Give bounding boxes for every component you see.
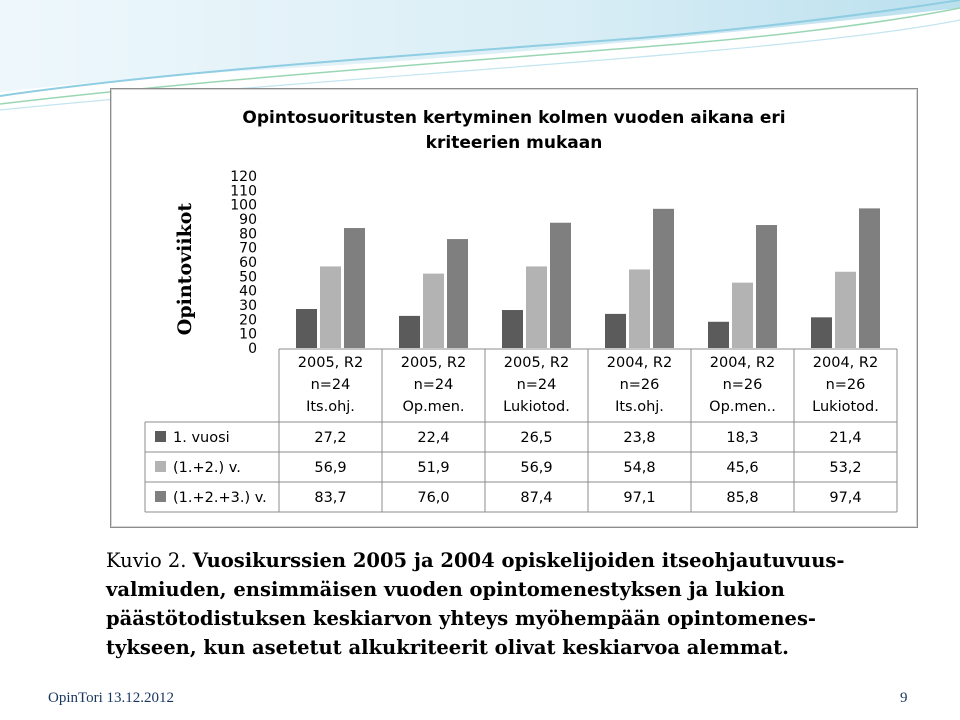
bar xyxy=(423,274,444,348)
data-label: 56,9 xyxy=(520,460,553,476)
y-tick-label: 100 xyxy=(230,197,257,214)
data-label: 51,9 xyxy=(417,460,450,476)
legend-swatch xyxy=(155,461,166,472)
y-tick-label: 50 xyxy=(239,269,257,286)
y-tick-label: 90 xyxy=(239,212,257,228)
bar-chart xyxy=(111,89,917,527)
bar xyxy=(550,223,571,348)
y-tick-label: 110 xyxy=(230,183,257,200)
chart-title xyxy=(242,108,785,153)
y-tick-label: 20 xyxy=(239,312,257,329)
legend-label: 1. vuosi xyxy=(173,430,230,446)
figure-caption xyxy=(106,546,866,662)
x-tick-label: Lukiotod. xyxy=(812,399,879,415)
bar xyxy=(502,310,523,348)
bar xyxy=(756,225,777,348)
caption-line-4: tykseen, kun asetetut alkukriteerit olivat keskiarvoa alemmat. xyxy=(106,636,789,659)
bar xyxy=(296,309,317,348)
x-tick-label: Lukiotod. xyxy=(503,399,570,415)
x-tick-label: 2005, R2 xyxy=(297,355,364,371)
chart-title-line: kriteerien mukaan xyxy=(425,133,603,153)
chart-panel xyxy=(110,88,918,528)
x-tick-label: 2004, R2 xyxy=(812,355,879,371)
data-label: 54,8 xyxy=(623,460,656,476)
caption-line-1-rest: Vuosikurssien 2005 ja 2004 opiskelijoiden itseohjautuvuus- xyxy=(192,549,845,572)
data-label: 21,4 xyxy=(829,430,862,446)
y-axis-ticks xyxy=(230,169,257,357)
legend-label: (1.+2.+3.) v. xyxy=(173,490,267,506)
x-tick-label: 2004, R2 xyxy=(709,355,776,371)
footer-date: OpinTori 13.12.2012 xyxy=(48,690,175,706)
legend-swatch xyxy=(155,431,166,442)
data-label: 23,8 xyxy=(623,430,656,446)
y-tick-label: 70 xyxy=(239,240,257,257)
x-tick-label: n=26 xyxy=(825,377,866,393)
bar xyxy=(859,208,880,348)
x-tick-label: Its.ohj. xyxy=(306,399,355,415)
x-tick-label: Op.men. xyxy=(402,399,465,415)
x-tick-label: 2005, R2 xyxy=(400,355,467,371)
bar xyxy=(732,283,753,348)
x-tick-label: Its.ohj. xyxy=(615,399,664,415)
data-label: 83,7 xyxy=(314,490,347,506)
legend-label: (1.+2.) v. xyxy=(173,460,241,476)
bar xyxy=(629,269,650,348)
bar xyxy=(653,209,674,348)
y-tick-label: 0 xyxy=(248,341,257,357)
y-tick-label: 10 xyxy=(239,326,257,343)
bar xyxy=(526,266,547,348)
bar xyxy=(320,266,341,348)
legend-swatch xyxy=(155,491,166,502)
y-axis-label xyxy=(174,203,196,336)
caption-line-1 xyxy=(106,546,866,575)
y-tick-label: 40 xyxy=(239,283,257,300)
x-tick-label: n=26 xyxy=(722,377,763,393)
x-tick-label: n=24 xyxy=(516,377,557,393)
bar xyxy=(811,317,832,348)
data-label: 53,2 xyxy=(829,460,862,476)
data-label: 27,2 xyxy=(314,430,347,446)
y-axis-title: Opintoviikot xyxy=(174,202,196,336)
data-label: 97,1 xyxy=(623,490,656,506)
y-tick-label: 60 xyxy=(239,255,257,271)
data-table xyxy=(145,349,897,512)
y-tick-label: 30 xyxy=(239,298,257,314)
bar xyxy=(344,228,365,348)
y-tick-label: 80 xyxy=(239,226,257,243)
data-label: 76,0 xyxy=(417,490,450,506)
data-label: 97,4 xyxy=(829,490,862,506)
data-label: 56,9 xyxy=(314,460,347,476)
x-tick-label: 2005, R2 xyxy=(503,355,570,371)
page-number: 9 xyxy=(900,690,908,706)
data-label: 26,5 xyxy=(520,430,553,446)
data-label: 18,3 xyxy=(726,430,759,446)
x-tick-label: n=24 xyxy=(310,377,351,393)
data-label: 87,4 xyxy=(520,490,553,506)
bar xyxy=(447,239,468,348)
chart-title-line: Opintosuoritusten kertyminen kolmen vuoden aikana eri xyxy=(242,108,786,128)
x-tick-label: 2004, R2 xyxy=(606,355,673,371)
x-tick-label: Op.men.. xyxy=(709,399,776,415)
data-label: 45,6 xyxy=(726,460,759,476)
caption-line-2: valmiuden, ensimmäisen vuoden opintomenestyksen ja lukion xyxy=(106,578,785,601)
data-label: 85,8 xyxy=(726,490,759,506)
caption-lead: Kuvio 2. xyxy=(106,549,193,572)
data-label: 22,4 xyxy=(417,430,450,446)
y-tick-label: 120 xyxy=(230,169,257,185)
x-tick-label: n=24 xyxy=(413,377,454,393)
bar xyxy=(399,316,420,348)
bar xyxy=(835,272,856,348)
bar xyxy=(605,314,626,348)
bars xyxy=(296,208,880,348)
caption-line-3: päästötodistuksen keskiarvon yhteys myöhempään opintomenes- xyxy=(106,607,817,630)
x-tick-label: n=26 xyxy=(619,377,660,393)
bar xyxy=(708,322,729,348)
